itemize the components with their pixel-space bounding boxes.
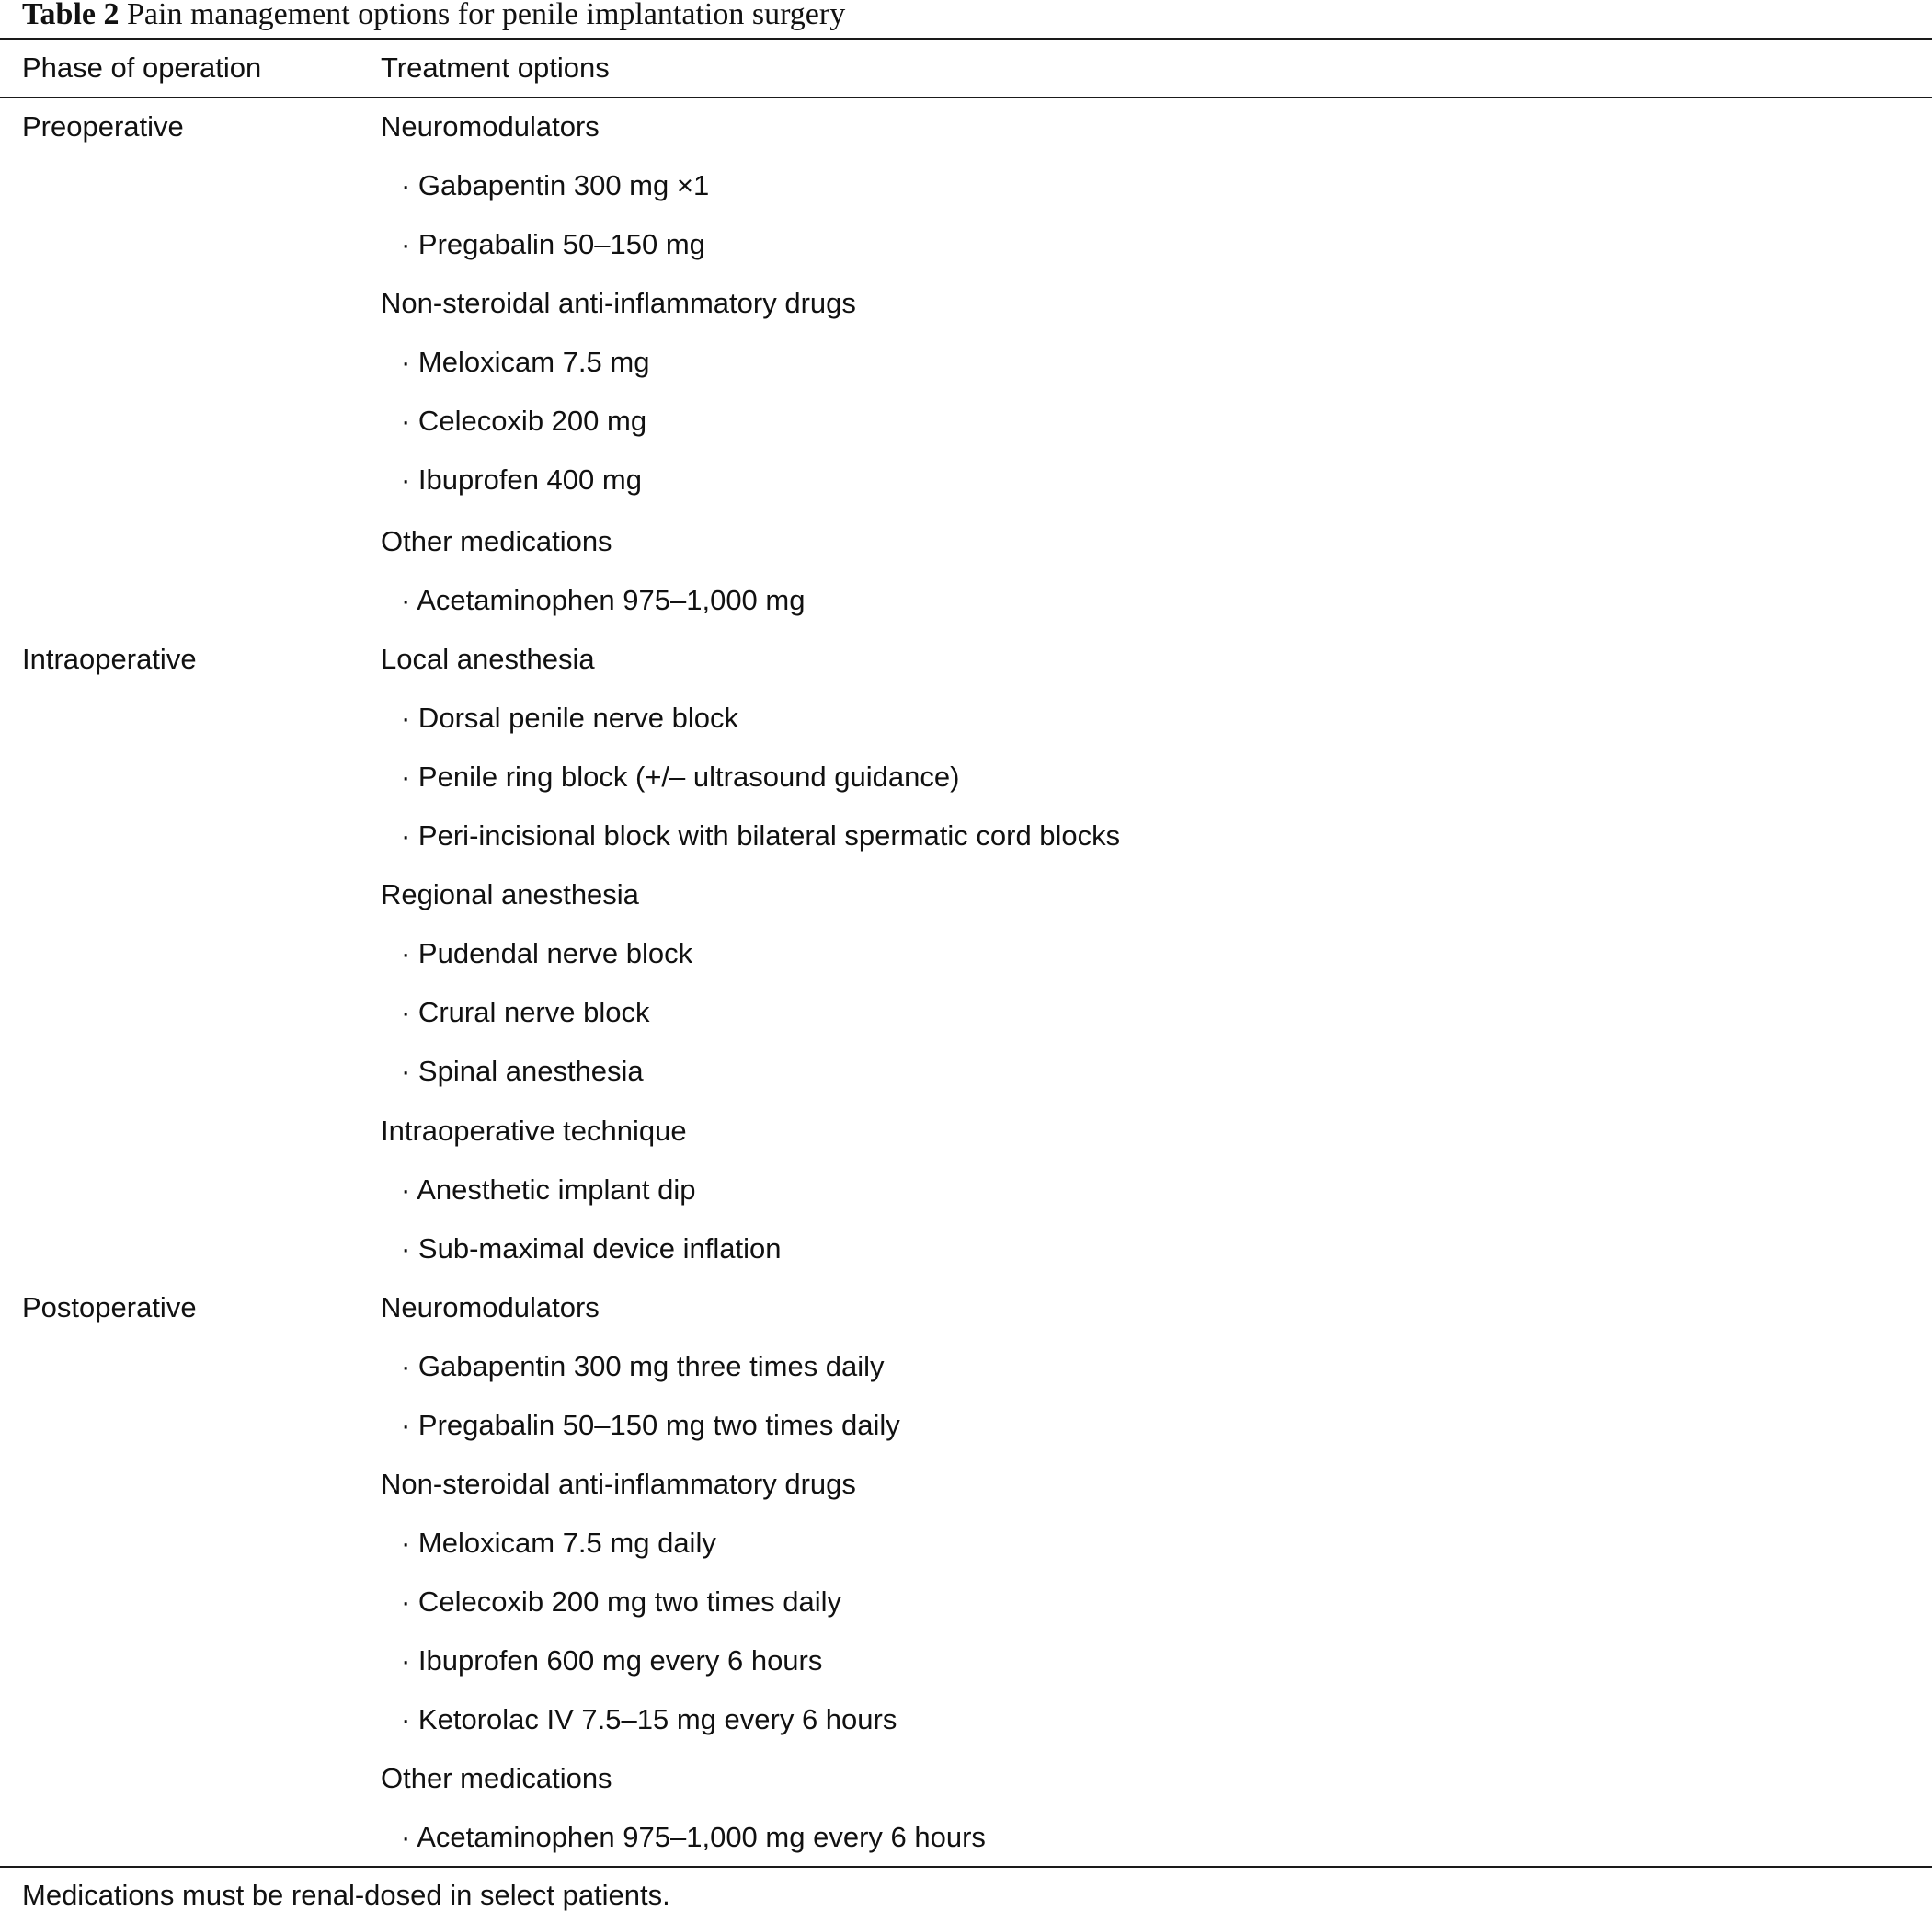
treatment-item: · Peri-incisional block with bilateral spermatic cord blocks [401,819,1121,852]
phase-cell: Postoperative [22,1291,197,1323]
treatment-item: · Anesthetic implant dip [401,1173,696,1206]
treatment-item: · Spinal anesthesia [401,1055,644,1087]
table-header-rule [0,97,1932,98]
treatment-group-heading: Non-steroidal anti-inflammatory drugs [381,1468,856,1500]
treatment-item: · Sub-maximal device inflation [401,1232,782,1265]
treatment-item: · Gabapentin 300 mg three times daily [401,1350,885,1382]
treatment-item: · Gabapentin 300 mg ×1 [401,169,710,201]
table-caption [22,0,845,33]
treatment-item: · Acetaminophen 975–1,000 mg [401,584,806,616]
treatment-item: · Celecoxib 200 mg two times daily [401,1585,841,1618]
treatment-item: · Pregabalin 50–150 mg two times daily [401,1409,900,1441]
treatment-group-heading: Neuromodulators [381,110,600,143]
column-header-phase: Phase of operation [22,52,262,84]
table-footnote: Medications must be renal-dosed in select patients. [22,1879,670,1911]
treatment-item: · Crural nerve block [401,996,650,1028]
treatment-item: · Dorsal penile nerve block [401,702,739,734]
treatment-group-heading: Intraoperative technique [381,1115,687,1147]
phase-cell: Preoperative [22,110,184,143]
treatment-item: · Meloxicam 7.5 mg daily [401,1527,716,1559]
treatment-item: · Ibuprofen 600 mg every 6 hours [401,1644,823,1677]
treatment-item: · Meloxicam 7.5 mg [401,346,650,378]
treatment-item: · Celecoxib 200 mg [401,405,647,437]
column-header-treatment: Treatment options [381,52,610,84]
treatment-group-heading: Other medications [381,525,612,557]
treatment-group-heading: Regional anesthesia [381,878,639,910]
treatment-item: · Ketorolac IV 7.5–15 mg every 6 hours [401,1703,897,1735]
treatment-item: · Pudendal nerve block [401,937,693,969]
treatment-group-heading: Non-steroidal anti-inflammatory drugs [381,287,856,319]
treatment-group-heading: Local anesthesia [381,643,595,675]
table-caption-label: Table 2 [22,0,120,31]
treatment-item: · Acetaminophen 975–1,000 mg every 6 hours [401,1821,986,1853]
treatment-group-heading: Neuromodulators [381,1291,600,1323]
phase-cell: Intraoperative [22,643,197,675]
treatment-item: · Pregabalin 50–150 mg [401,228,705,260]
table-caption-title: Pain management options for penile implantation surgery [127,0,846,31]
treatment-item: · Ibuprofen 400 mg [401,464,642,496]
treatment-group-heading: Other medications [381,1762,612,1794]
treatment-item: · Penile ring block (+/– ultrasound guidance) [401,761,960,793]
table-top-rule [0,38,1932,40]
